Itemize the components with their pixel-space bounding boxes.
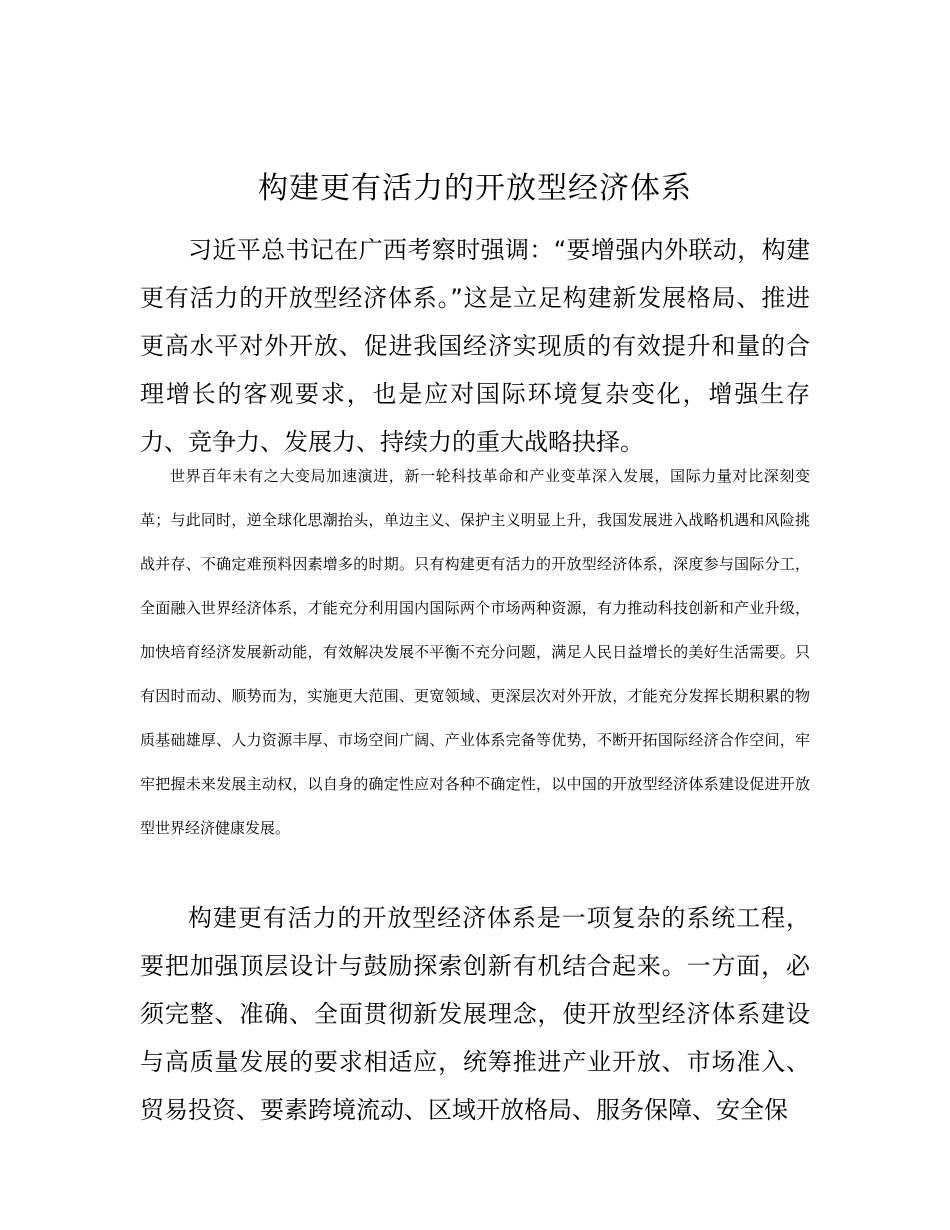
document-title: 构建更有活力的开放型经济体系 bbox=[258, 171, 692, 206]
paragraph-intro: 习近平总书记在广西考察时强调：“要增强内外联动，构建更有活力的开放型经济体系。”这是立足构建新发展格局、推进更高水平对外开放、促进我国经济实现质的有效提升和量的合理增长的客观要求，也是应对国际环境复杂变化，增强生存力、竞争力、发展力、持续力的重大战略抉择。 bbox=[140, 236, 810, 456]
paragraph-context: 世界百年未有之大变局加速演进，新一轮科技革命和产业变革深入发展，国际力量对比深刻变革；与此同时，逆全球化思潮抬头，单边主义、保护主义明显上升，我国发展进入战略机遇和风险挑战并存、不确定难预料因素增多的时期。只有构建更有活力的开放型经济体系，深度参与国际分工，全面融入世界经济体系，才能充分利用国内国际两个市场两种资源，有力推动科技创新和产业升级，加快培育经济发展新动能，有效解决发展不平衡不充分问题，满足人民日益增长的美好生活需要。只有因时而动、顺势而为，实施更大范围、更宽领域、更深层次对外开放，才能充分发挥长期积累的物质基础雄厚、人力资源丰厚、市场空间广阔、产业体系完备等优势，不断开拓国际经济合作空间，牢牢把握未来发展主动权，以自身的确定性应对各种不确定性，以中国的开放型经济体系建设促进开放型世界经济健康发展。 bbox=[140, 467, 810, 837]
paragraph-system-engineering: 构建更有活力的开放型经济体系是一项复杂的系统工程，要把加强顶层设计与鼓励探索创新有机结合起来。一方面，必须完整、准确、全面贯彻新发展理念，使开放型经济体系建设与高质量发展的要求相适应，统筹推进产业开放、市场准入、贸易投资、要素跨境流动、区域开放格局、服务保障、安全保 bbox=[140, 904, 810, 1124]
